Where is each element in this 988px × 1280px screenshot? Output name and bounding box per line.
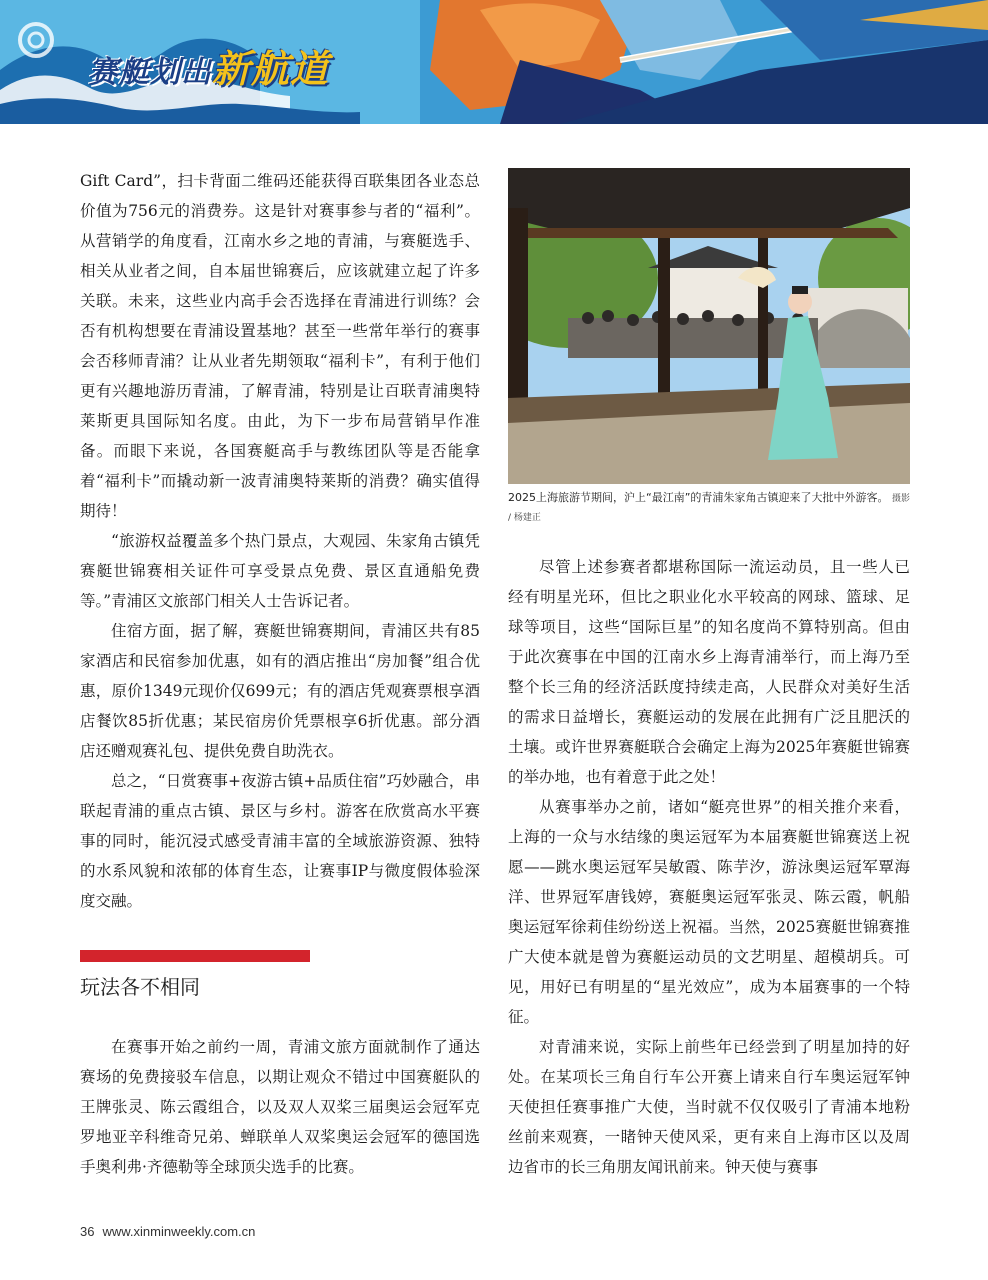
right-column — [508, 552, 910, 1182]
pavilion-performer-photo — [508, 168, 910, 484]
banner-title-part1: 赛艇划出 — [88, 55, 212, 90]
section-heading: 玩法各不相同 — [80, 975, 200, 999]
photo-credit: 摄影 / 杨建正 — [508, 494, 910, 523]
left-column-lower — [80, 1032, 480, 1182]
paragraph: 总之，“日赏赛事+夜游古镇+品质住宿”巧妙融合，串联起青浦的重点古镇、景区与乡村。游客在欣赏高水平赛事的同时，能沉浸式感受青浦丰富的全域旅游资源、独特的水系风貌和浓郁的体育生态，让赛事IP与微度假体验深度交融。 — [80, 772, 480, 910]
header-banner — [0, 0, 988, 124]
paragraph: 住宿方面，据了解，赛艇世锦赛期间，青浦区共有85家酒店和民宿参加优惠，如有的酒店推出“房加餐”组合优惠，原价1349元现价仅699元；有的酒店凭观赛票根享酒店餐饮85折优惠；某民宿房价凭票根享6折优惠。部分酒店还赠观赛礼包、提供免费自助洗衣。 — [80, 622, 480, 760]
page-number: 36 — [80, 1224, 95, 1239]
banner-title-part2: 新航道 — [212, 47, 330, 91]
paragraph: Gift Card”，扫卡背面二维码还能获得百联集团各业态总价值为756元的消费券。这是针对赛事参与者的“福利”。从营销学的角度看，江南水乡之地的青浦，与赛艇选手、相关从业者之间，自本届世锦赛后，应该就建立起了许多关联。未来，这些业内高手会否选择在青浦进行训练？会否有机构想要在青浦设置基地？甚至一些常年举行的赛事会否移师青浦？让从业者先期领取“福利卡”，有利于他们更有兴趣地游历青浦，了解青浦，特别是让百联青浦奥特莱斯更具国际知名度。由此，为下一步布局营销早作准备。而眼下来说，各国赛艇高手与教练团队等是否能拿着“福利卡”而撬动新一波青浦奥特莱斯的消费？确实值得期待！ — [80, 172, 480, 520]
article-photo — [508, 168, 910, 484]
left-column — [80, 166, 480, 916]
paragraph: 尽管上述参赛者都堪称国际一流运动员，且一些人已经有明星光环，但比之职业化水平较高的网球、篮球、足球等项目，这些“国际巨星”的知名度尚不算特别高。但由于此次赛事在中国的江南水乡上海青浦举行，而上海乃至整个长三角的经济活跃度持续走高，人民群众对美好生活的需求日益增长，赛艇运动的发展在此拥有广泛且肥沃的土壤。或许世界赛艇联合会确定上海为2025年赛艇世锦赛的举办地，也有着意于此之处！ — [508, 558, 910, 786]
paragraph: 从赛事举办之前，诸如“艇亮世界”的相关推介来看，上海的一众与水结缘的奥运冠军为本届赛艇世锦赛送上祝愿——跳水奥运冠军吴敏霞、陈芋汐，游泳奥运冠军覃海洋、世界冠军唐钱婷，赛艇奥运冠军张灵、陈云霞，帆船奥运冠军徐莉佳纷纷送上祝福。当然，2025赛艇世锦赛推广大使本就是曾为赛艇运动员的文艺明星、超模胡兵。可见，用好已有明星的“星光效应”，成为本届赛事的一个特征。 — [508, 798, 910, 1026]
paragraph: “旅游权益覆盖多个热门景点，大观园、朱家角古镇凭赛艇世锦赛相关证件可享受景点免费、景区直通船免费等。”青浦区文旅部门相关人士告诉记者。 — [80, 532, 480, 610]
paragraph: 对青浦来说，实际上前些年已经尝到了明星加持的好处。在某项长三角自行车公开赛上请来自行车奥运冠军钟天使担任赛事推广大使，当时就不仅仅吸引了青浦本地粉丝前来观赛，一睹钟天使风采，更有来自上海市区以及周边省市的长三角朋友闻讯前来。钟天使与赛事 — [508, 1038, 910, 1176]
page-footer — [80, 1224, 255, 1239]
photo-caption — [508, 489, 910, 527]
paragraph: 在赛事开始之前约一周，青浦文旅方面就制作了通达赛场的免费接驳车信息，以期让观众不错过中国赛艇队的王牌张灵、陈云霞组合，以及双人双桨三届奥运会冠军克罗地亚辛科维奇兄弟、蝉联单人双桨奥运会冠军的德国选手奥利弗·齐德勒等全球顶尖选手的比赛。 — [80, 1038, 480, 1176]
section-accent-bar — [80, 950, 310, 962]
photo-caption-text: 2025上海旅游节期间，沪上“最江南”的青浦朱家角古镇迎来了大批中外游客。 — [508, 491, 889, 504]
website-link[interactable]: www.xinminweekly.com.cn — [102, 1224, 256, 1239]
banner-title — [88, 47, 330, 91]
